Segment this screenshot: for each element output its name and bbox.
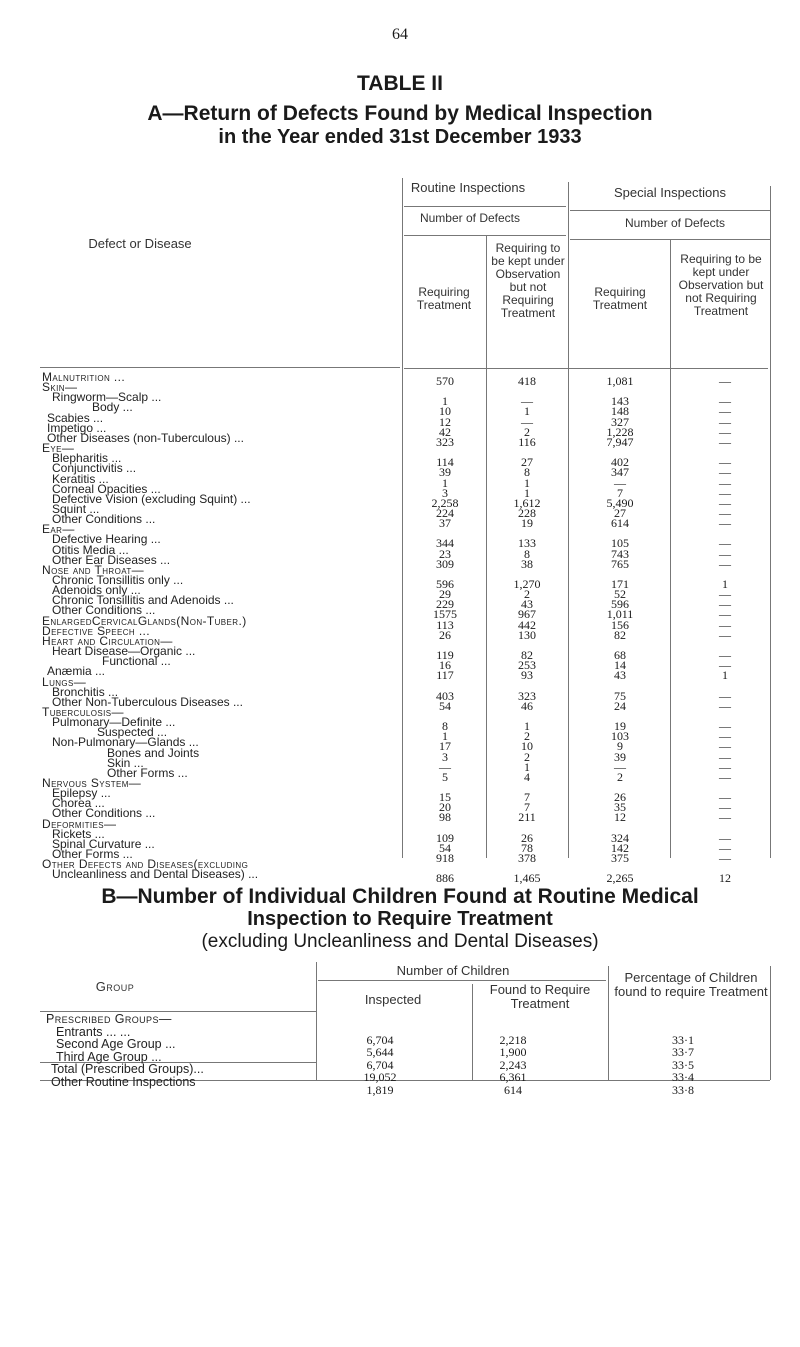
cell-special-treatment: 14 [614, 658, 626, 673]
cell-routine-observation: 27 [521, 455, 533, 470]
cell-special-observation: — [719, 688, 731, 703]
row-label: Bones and Joints [107, 745, 200, 760]
cell-special-observation: — [719, 505, 731, 520]
cell-special-treatment: 156 [611, 617, 629, 632]
cell-percent: 33·5 [672, 1057, 694, 1072]
cell-routine-observation: 130 [518, 627, 536, 642]
cell-routine-treatment: 403 [436, 688, 454, 703]
cell-special-treatment: 82 [614, 627, 626, 642]
cell-special-observation: 12 [719, 871, 731, 886]
row-label: Body ... [92, 400, 133, 415]
grid-line [318, 980, 606, 981]
cell-inspected: 6,704 [366, 1032, 394, 1047]
cell-routine-observation: 228 [518, 505, 536, 520]
cell-routine-observation: 378 [518, 851, 536, 866]
cell-routine-treatment: 16 [439, 658, 451, 673]
row-label: Other Forms ... [107, 765, 188, 780]
cell-special-observation: — [719, 759, 731, 774]
cell-special-treatment: 35 [614, 800, 626, 815]
row-label: Impetigo ... [47, 420, 107, 435]
row-label: Other Conditions ... [52, 603, 156, 618]
cell-routine-treatment: 54 [439, 840, 451, 855]
cell-special-observation: 1 [722, 668, 728, 683]
cell-routine-observation: 1 [524, 719, 530, 734]
row-label: Ear— [42, 522, 75, 537]
row-label: Pulmonary—Definite ... [52, 715, 176, 730]
cell-special-treatment: 68 [614, 648, 626, 663]
row-label: Anæmia ... [47, 664, 106, 679]
cell-routine-observation: 1 [524, 759, 530, 774]
cell-special-observation: — [719, 607, 731, 622]
cell-special-treatment: 12 [614, 810, 626, 825]
header-requiring-observation-special: Requiring to be kept under Observation but not Requiring Treatment [678, 252, 764, 318]
cell-special-treatment: 324 [611, 830, 629, 845]
cell-special-treatment: 148 [611, 404, 629, 419]
cell-special-observation: — [719, 840, 731, 855]
header-inspected: Inspected [364, 992, 422, 1007]
cell-routine-observation: 2 [524, 424, 530, 439]
cell-routine-treatment: 1 [442, 729, 448, 744]
cell-routine-treatment: 15 [439, 790, 451, 805]
cell-special-treatment: 1,228 [606, 424, 634, 439]
cell-routine-observation: 211 [518, 810, 536, 825]
row-label: Non-Pulmonary—Glands ... [52, 735, 199, 750]
cell-routine-observation: 93 [521, 668, 533, 683]
section-a-title-line1: A—Return of Defects Found by Medical Inspection [147, 102, 653, 125]
cell-routine-observation: 46 [521, 698, 533, 713]
header-found-to-require-treatment: Found to Require Treatment [489, 982, 591, 1011]
row-label: Corneal Opacities ... [52, 481, 161, 496]
row-label: Lungs— [42, 674, 87, 689]
cell-special-observation: — [719, 658, 731, 673]
cell-special-treatment: 9 [617, 739, 623, 754]
cell-special-treatment: 2,265 [606, 871, 634, 886]
cell-special-treatment: 596 [611, 597, 629, 612]
cell-special-treatment: 19 [614, 719, 626, 734]
cell-routine-treatment: 26 [439, 627, 451, 642]
cell-special-observation: — [719, 394, 731, 409]
row-label: Squint ... [52, 501, 100, 516]
cell-found: 2,243 [499, 1057, 527, 1072]
cell-routine-observation: 2 [524, 729, 530, 744]
cell-routine-observation: 26 [521, 830, 533, 845]
cell-routine-observation: 253 [518, 658, 536, 673]
group-label: Total (Prescribed Groups)... [51, 1062, 204, 1077]
cell-routine-treatment: 229 [436, 597, 454, 612]
row-label: Defective Vision (excluding Squint) ... [52, 491, 251, 506]
cell-routine-treatment: 109 [436, 830, 454, 845]
cell-special-observation: — [719, 455, 731, 470]
cell-inspected: 19,052 [363, 1070, 397, 1085]
cell-found: 614 [504, 1083, 522, 1097]
cell-special-observation: — [719, 536, 731, 551]
row-label: Adenoids only ... [52, 583, 141, 598]
cell-special-treatment: — [614, 475, 626, 490]
cell-special-observation: — [719, 719, 731, 734]
header-number-of-defects-special: Number of Defects [624, 216, 726, 230]
page-number: 64 [392, 26, 408, 43]
table-row [0, 1075, 800, 1097]
row-label: Uncleanliness and Dental Diseases) ... [52, 867, 259, 882]
cell-percent: 33·1 [672, 1032, 694, 1047]
header-number-of-children: Number of Children [396, 963, 510, 978]
grid-line [404, 368, 768, 369]
cell-special-treatment: 52 [614, 587, 626, 602]
cell-routine-observation: 2 [524, 587, 530, 602]
cell-routine-treatment: 23 [439, 546, 451, 561]
cell-special-treatment: 347 [611, 465, 629, 480]
cell-routine-treatment: 1 [442, 475, 448, 490]
cell-special-treatment: 327 [611, 414, 629, 429]
row-label: Suspected ... [97, 725, 168, 740]
row-label: Other Defects and Diseases(excluding [42, 857, 249, 872]
cell-routine-observation: 116 [518, 434, 536, 449]
cell-special-treatment: — [614, 759, 626, 774]
cell-routine-treatment: 886 [436, 871, 454, 886]
cell-routine-treatment: 54 [439, 698, 451, 713]
cell-routine-observation: 442 [518, 617, 536, 632]
cell-routine-observation: 19 [521, 516, 533, 531]
cell-routine-observation: 38 [521, 556, 533, 571]
row-label: Other Conditions ... [52, 512, 156, 527]
cell-special-treatment: 43 [614, 668, 626, 683]
cell-special-treatment: 2 [617, 769, 623, 784]
row-label: Spinal Curvature ... [52, 836, 155, 851]
section-b-title-line2: Inspection to Require Treatment [247, 908, 553, 930]
cell-special-observation: — [719, 434, 731, 449]
cell-special-observation: — [719, 648, 731, 663]
cell-special-treatment: 1,081 [606, 374, 634, 388]
cell-special-treatment: 614 [611, 516, 629, 531]
cell-found: 2,218 [499, 1032, 527, 1047]
row-label: Other Diseases (non-Tuberculous) ... [47, 430, 244, 445]
cell-routine-observation: 8 [524, 465, 530, 480]
cell-special-observation: — [719, 830, 731, 845]
cell-routine-treatment: 117 [436, 668, 454, 683]
cell-routine-observation: 1 [524, 404, 530, 419]
cell-special-treatment: 5,490 [606, 495, 634, 510]
cell-special-treatment: 7 [617, 485, 623, 500]
cell-special-observation: — [719, 627, 731, 642]
header-number-of-defects-routine: Number of Defects [419, 211, 521, 225]
cell-percent: 33·4 [672, 1070, 694, 1085]
cell-routine-treatment: 10 [439, 404, 451, 419]
cell-routine-treatment: 224 [436, 505, 454, 520]
cell-special-observation: — [719, 749, 731, 764]
cell-special-observation: — [719, 424, 731, 439]
section-a-title-line2: in the Year ended 31st December 1933 [218, 126, 582, 148]
section-b-title-line1: B—Number of Individual Children Found at Routine Medical [101, 885, 699, 908]
cell-routine-observation: 43 [521, 597, 533, 612]
cell-special-treatment: 75 [614, 688, 626, 703]
cell-special-observation: — [719, 465, 731, 480]
row-label: Tuberculosis— [42, 704, 124, 719]
row-label: Functional ... [102, 654, 171, 669]
cell-special-observation: — [719, 739, 731, 754]
cell-routine-observation: 78 [521, 840, 533, 855]
cell-routine-observation: 1 [524, 485, 530, 500]
row-label: Other Ear Diseases ... [52, 552, 171, 567]
grid-line [404, 206, 566, 207]
cell-routine-observation: 10 [521, 739, 533, 754]
cell-special-treatment: 142 [611, 840, 629, 855]
table-title: TABLE II [357, 72, 443, 95]
cell-special-observation: — [719, 414, 731, 429]
cell-routine-treatment: 2,258 [431, 495, 459, 510]
cell-percent: 33·8 [672, 1083, 694, 1097]
cell-routine-treatment: 1575 [433, 607, 457, 622]
cell-special-observation: — [719, 516, 731, 531]
cell-routine-treatment: — [439, 759, 451, 774]
cell-special-treatment: 39 [614, 749, 626, 764]
cell-special-treatment: 375 [611, 851, 629, 866]
cell-routine-observation: 1 [524, 475, 530, 490]
cell-special-observation: — [719, 729, 731, 744]
cell-routine-observation: 1,465 [513, 871, 541, 886]
cell-special-observation: — [719, 556, 731, 571]
row-label: Epilepsy ... [52, 786, 111, 801]
cell-special-treatment: 24 [614, 698, 626, 713]
group-label: Prescribed Groups— [46, 1012, 172, 1026]
cell-found: 6,361 [499, 1070, 527, 1085]
header-special-inspections: Special Inspections [613, 185, 726, 200]
cell-routine-treatment: 29 [439, 587, 451, 602]
cell-special-observation: — [719, 800, 731, 815]
cell-special-treatment: 143 [611, 394, 629, 409]
grid-line [404, 235, 566, 236]
cell-routine-treatment: 113 [436, 617, 454, 632]
row-label: Chronic Tonsillitis only ... [52, 573, 184, 587]
grid-line [40, 367, 400, 368]
cell-routine-treatment: 17 [439, 739, 451, 754]
cell-routine-treatment: 20 [439, 800, 451, 815]
cell-special-treatment: 105 [611, 536, 629, 551]
cell-routine-observation: 1,270 [513, 577, 541, 591]
row-label: Nose and Throat— [42, 562, 145, 577]
cell-special-observation: — [719, 597, 731, 612]
row-label: EnlargedCervicalGlands(Non-Tuber.) [42, 613, 247, 628]
cell-special-treatment: 765 [611, 556, 629, 571]
cell-routine-observation: 1,612 [513, 495, 541, 510]
row-label: Nervous System— [42, 776, 142, 790]
row-label: Deformities— [42, 816, 117, 831]
row-label: Heart and Circulation— [42, 633, 173, 648]
row-label: Chorea ... [52, 796, 105, 811]
row-label: Chronic Tonsillitis and Adenoids ... [52, 593, 234, 608]
row-label: Rickets ... [52, 826, 105, 841]
row-label: Defective Hearing ... [52, 532, 161, 547]
cell-special-treatment: 171 [611, 577, 629, 591]
cell-special-observation: — [719, 769, 731, 784]
cell-special-treatment: 1,011 [606, 607, 634, 622]
cell-special-observation: — [719, 617, 731, 632]
cell-routine-treatment: 42 [439, 424, 451, 439]
cell-routine-treatment: 3 [442, 749, 448, 764]
cell-routine-treatment: 119 [436, 648, 454, 663]
cell-routine-treatment: 323 [436, 434, 454, 449]
row-label: Skin ... [107, 755, 144, 770]
cell-routine-treatment: 3 [442, 485, 448, 500]
header-defect-or-disease: Defect or Disease [88, 236, 192, 251]
cell-routine-treatment: 5 [442, 769, 448, 784]
cell-routine-treatment: 344 [436, 536, 454, 551]
row-label: Other Non-Tuberculous Diseases ... [52, 694, 243, 709]
row-label: Skin— [42, 380, 78, 395]
row-label: Heart Disease—Organic ... [52, 644, 196, 659]
cell-special-observation: — [719, 546, 731, 561]
group-label: Second Age Group ... [56, 1037, 176, 1052]
cell-special-observation: — [719, 374, 731, 388]
cell-routine-observation: — [521, 414, 533, 429]
row-label: Otitis Media ... [52, 542, 129, 557]
header-routine-inspections: Routine Inspections [410, 180, 526, 195]
cell-special-observation: — [719, 587, 731, 602]
row-label: Ringworm—Scalp ... [52, 390, 162, 405]
cell-routine-treatment: 114 [436, 455, 454, 470]
cell-special-observation: — [719, 485, 731, 500]
row-label: Malnutrition ... [42, 370, 126, 384]
cell-special-observation: — [719, 810, 731, 825]
cell-routine-observation: — [521, 394, 533, 409]
cell-special-observation: — [719, 790, 731, 805]
cell-inspected: 1,819 [366, 1083, 394, 1097]
header-requiring-treatment-routine: Requiring Treatment [416, 285, 472, 312]
header-group: Group [95, 979, 135, 994]
cell-routine-treatment: 8 [442, 719, 448, 734]
row-label: Keratitis ... [52, 471, 109, 486]
group-label: Third Age Group ... [56, 1049, 162, 1064]
cell-special-treatment: 103 [611, 729, 629, 744]
table-row [0, 867, 800, 886]
group-label: Other Routine Inspections [51, 1075, 196, 1089]
cell-routine-observation: 133 [518, 536, 536, 551]
cell-routine-observation: 323 [518, 688, 536, 703]
cell-routine-treatment: 309 [436, 556, 454, 571]
cell-routine-treatment: 12 [439, 414, 451, 429]
cell-routine-observation: 82 [521, 648, 533, 663]
cell-routine-observation: 2 [524, 749, 530, 764]
cell-routine-treatment: 39 [439, 465, 451, 480]
grid-line [570, 239, 770, 240]
cell-percent: 33·7 [672, 1045, 694, 1060]
row-label: Blepharitis ... [52, 451, 122, 466]
cell-special-observation: — [719, 698, 731, 713]
cell-routine-treatment: 596 [436, 577, 454, 591]
cell-special-observation: 1 [722, 577, 728, 591]
cell-routine-observation: 7 [524, 800, 530, 815]
cell-routine-observation: 4 [524, 769, 530, 784]
header-requiring-treatment-special: Requiring Treatment [592, 285, 648, 312]
row-label: Other Conditions ... [52, 806, 156, 821]
cell-routine-observation: 8 [524, 546, 530, 561]
cell-special-treatment: 402 [611, 455, 629, 470]
cell-special-observation: — [719, 404, 731, 419]
cell-special-observation: — [719, 851, 731, 866]
cell-routine-observation: 418 [518, 374, 536, 388]
cell-routine-treatment: 918 [436, 851, 454, 866]
row-label: Scabies ... [47, 410, 104, 425]
cell-found: 1,900 [499, 1045, 527, 1060]
cell-special-observation: — [719, 475, 731, 490]
header-percentage: Percentage of Children found to require Treatment [614, 970, 768, 999]
section-b-title-line3: (excluding Uncleanliness and Dental Diseases) [201, 931, 599, 952]
cell-special-treatment: 27 [614, 505, 626, 520]
row-label: Other Forms ... [52, 847, 133, 862]
cell-special-treatment: 743 [611, 546, 629, 561]
row-label: Defective Speech ... [42, 623, 151, 638]
cell-special-observation: — [719, 495, 731, 510]
header-requiring-observation-routine: Requiring to be kept under Observation but not Requiring Treatment [491, 241, 565, 320]
cell-inspected: 6,704 [366, 1057, 394, 1072]
cell-inspected: 5,644 [366, 1045, 394, 1060]
cell-routine-treatment: 570 [436, 374, 454, 388]
row-label: Conjunctivitis ... [52, 461, 137, 476]
cell-routine-treatment: 98 [439, 810, 451, 825]
cell-routine-treatment: 37 [439, 516, 451, 531]
group-label: Entrants ... ... [56, 1024, 131, 1039]
grid-line [570, 210, 770, 211]
cell-routine-treatment: 1 [442, 394, 448, 409]
cell-routine-observation: 967 [518, 607, 536, 622]
cell-special-treatment: 26 [614, 790, 626, 805]
cell-special-treatment: 7,947 [606, 434, 634, 449]
row-label: Bronchitis ... [52, 684, 119, 699]
cell-routine-observation: 7 [524, 790, 530, 805]
row-label: Eye— [42, 441, 75, 456]
